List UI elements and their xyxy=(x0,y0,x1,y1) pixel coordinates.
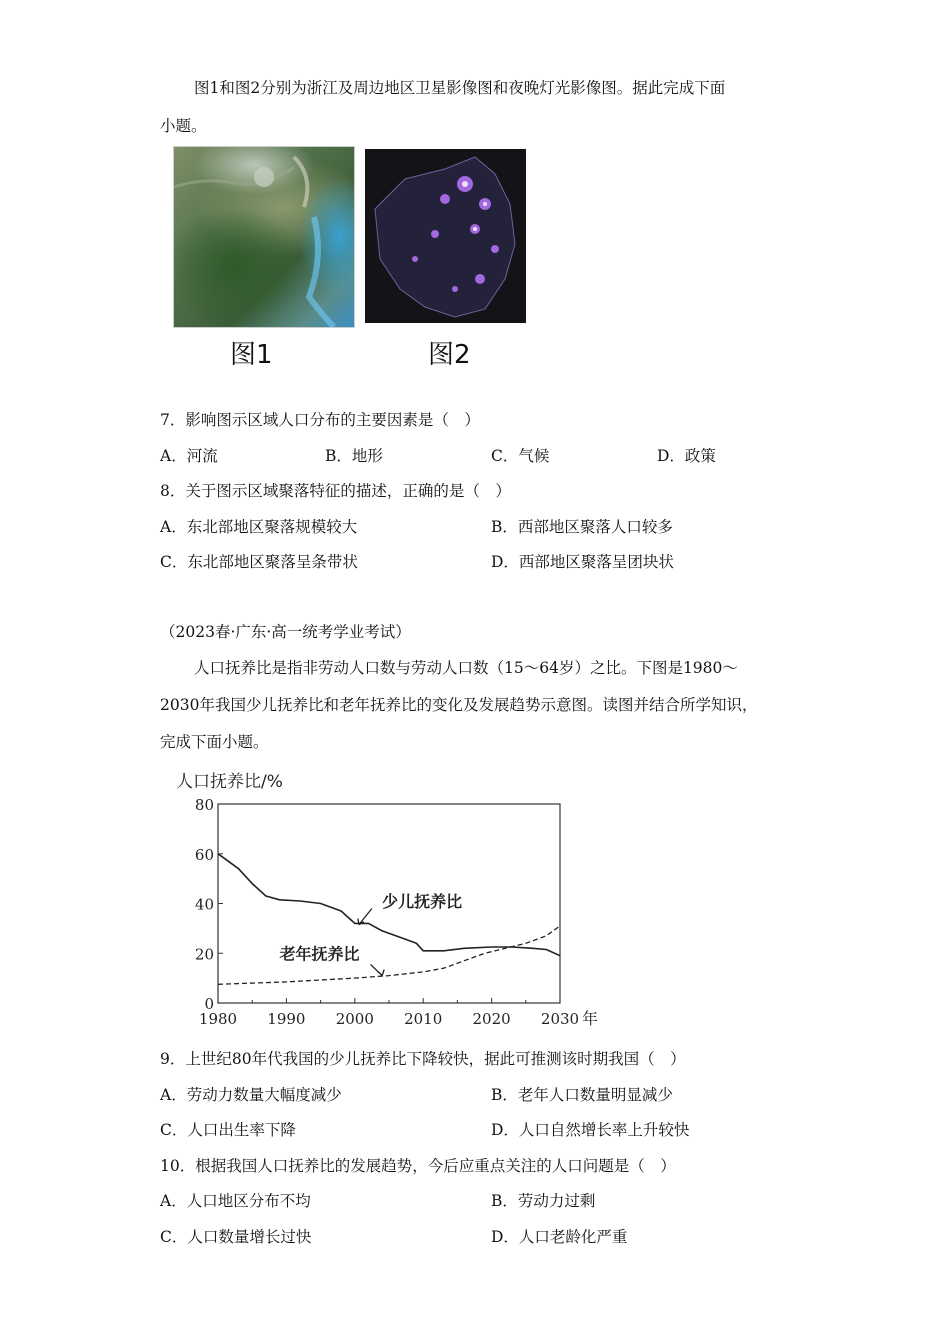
figure-2-label: 图2 xyxy=(428,340,471,370)
y-tick-label: 60 xyxy=(194,845,214,864)
intro1-line1: 图1和图2分别为浙江及周边地区卫星影像图和夜晚灯光影像图。据此完成下面 xyxy=(194,79,726,97)
y-axis-title: 人口抚养比/% xyxy=(176,772,283,792)
x-tick-label: 2000 xyxy=(335,1010,374,1028)
figure-1-label: 图1 xyxy=(230,340,273,370)
x-tick-label: 2030 xyxy=(540,1010,580,1028)
series-label-elderly: 老年抚养比 xyxy=(279,944,360,964)
intro2-line3: 完成下面小题。 xyxy=(160,733,269,751)
y-tick-label: 80 xyxy=(194,796,214,814)
series-arrow-child xyxy=(358,908,372,924)
q7-option-d[interactable]: D．政策 xyxy=(657,447,716,465)
q9-option-a[interactable]: A．劳动力数量大幅度减少 xyxy=(160,1086,342,1104)
q8-option-b[interactable]: B．西部地区聚落人口较多 xyxy=(491,518,673,536)
night-lights-image xyxy=(365,149,526,323)
series-line-elderly xyxy=(218,926,560,984)
q9-stem: 9．上世纪80年代我国的少儿抚养比下降较快，据此可推测该时期我国（ ） xyxy=(160,1050,686,1068)
q7-option-a[interactable]: A．河流 xyxy=(160,447,218,465)
q9-option-b[interactable]: B．老年人口数量明显减少 xyxy=(491,1086,673,1104)
q7-option-c[interactable]: C．气候 xyxy=(491,447,550,465)
x-tick-label: 2010 xyxy=(404,1010,443,1028)
satellite-image xyxy=(173,146,355,328)
q7-option-b[interactable]: B．地形 xyxy=(325,447,383,465)
y-tick-label: 0 xyxy=(204,995,214,1013)
q10-stem: 10．根据我国人口抚养比的发展趋势，今后应重点关注的人口问题是（ ） xyxy=(160,1157,676,1175)
y-tick-label: 40 xyxy=(194,895,214,914)
q10-option-d[interactable]: D．人口老龄化严重 xyxy=(491,1228,628,1246)
q8-stem: 8．关于图示区域聚落特征的描述，正确的是（ ） xyxy=(160,482,511,500)
q9-option-d[interactable]: D．人口自然增长率上升较快 xyxy=(491,1121,690,1139)
exam-source: （2023春·广东·高一统考学业考试） xyxy=(160,623,411,641)
q10-option-a[interactable]: A．人口地区分布不均 xyxy=(160,1192,311,1210)
q7-stem: 7．影响图示区域人口分布的主要因素是（ ） xyxy=(160,411,480,429)
x-tick-label: 1980 xyxy=(198,1010,238,1028)
intro2-line2: 2030年我国少儿抚养比和老年抚养比的变化及发展趋势示意图。读图并结合所学知识， xyxy=(160,696,758,714)
q10-option-b[interactable]: B．劳动力过剩 xyxy=(491,1192,596,1210)
q8-option-c[interactable]: C．东北部地区聚落呈条带状 xyxy=(160,553,358,571)
q10-option-c[interactable]: C．人口数量增长过快 xyxy=(160,1228,312,1246)
series-arrow-elderly xyxy=(371,964,385,975)
intro1-line2: 小题。 xyxy=(160,117,207,135)
y-tick-label: 20 xyxy=(194,945,214,964)
intro2-line1: 人口抚养比是指非劳动人口数与劳动人口数（15～64岁）之比。下图是1980～ xyxy=(194,659,738,677)
x-tick-label: 2020 xyxy=(472,1010,511,1028)
series-label-child: 少儿抚养比 xyxy=(382,892,463,912)
q8-option-a[interactable]: A．东北部地区聚落规模较大 xyxy=(160,518,358,536)
x-tick-label: 1990 xyxy=(267,1010,306,1028)
q9-option-c[interactable]: C．人口出生率下降 xyxy=(160,1121,296,1139)
x-axis-unit: 年 xyxy=(582,1009,599,1028)
dependency-ratio-chart xyxy=(160,766,620,1036)
q8-option-d[interactable]: D．西部地区聚落呈团块状 xyxy=(491,553,674,571)
